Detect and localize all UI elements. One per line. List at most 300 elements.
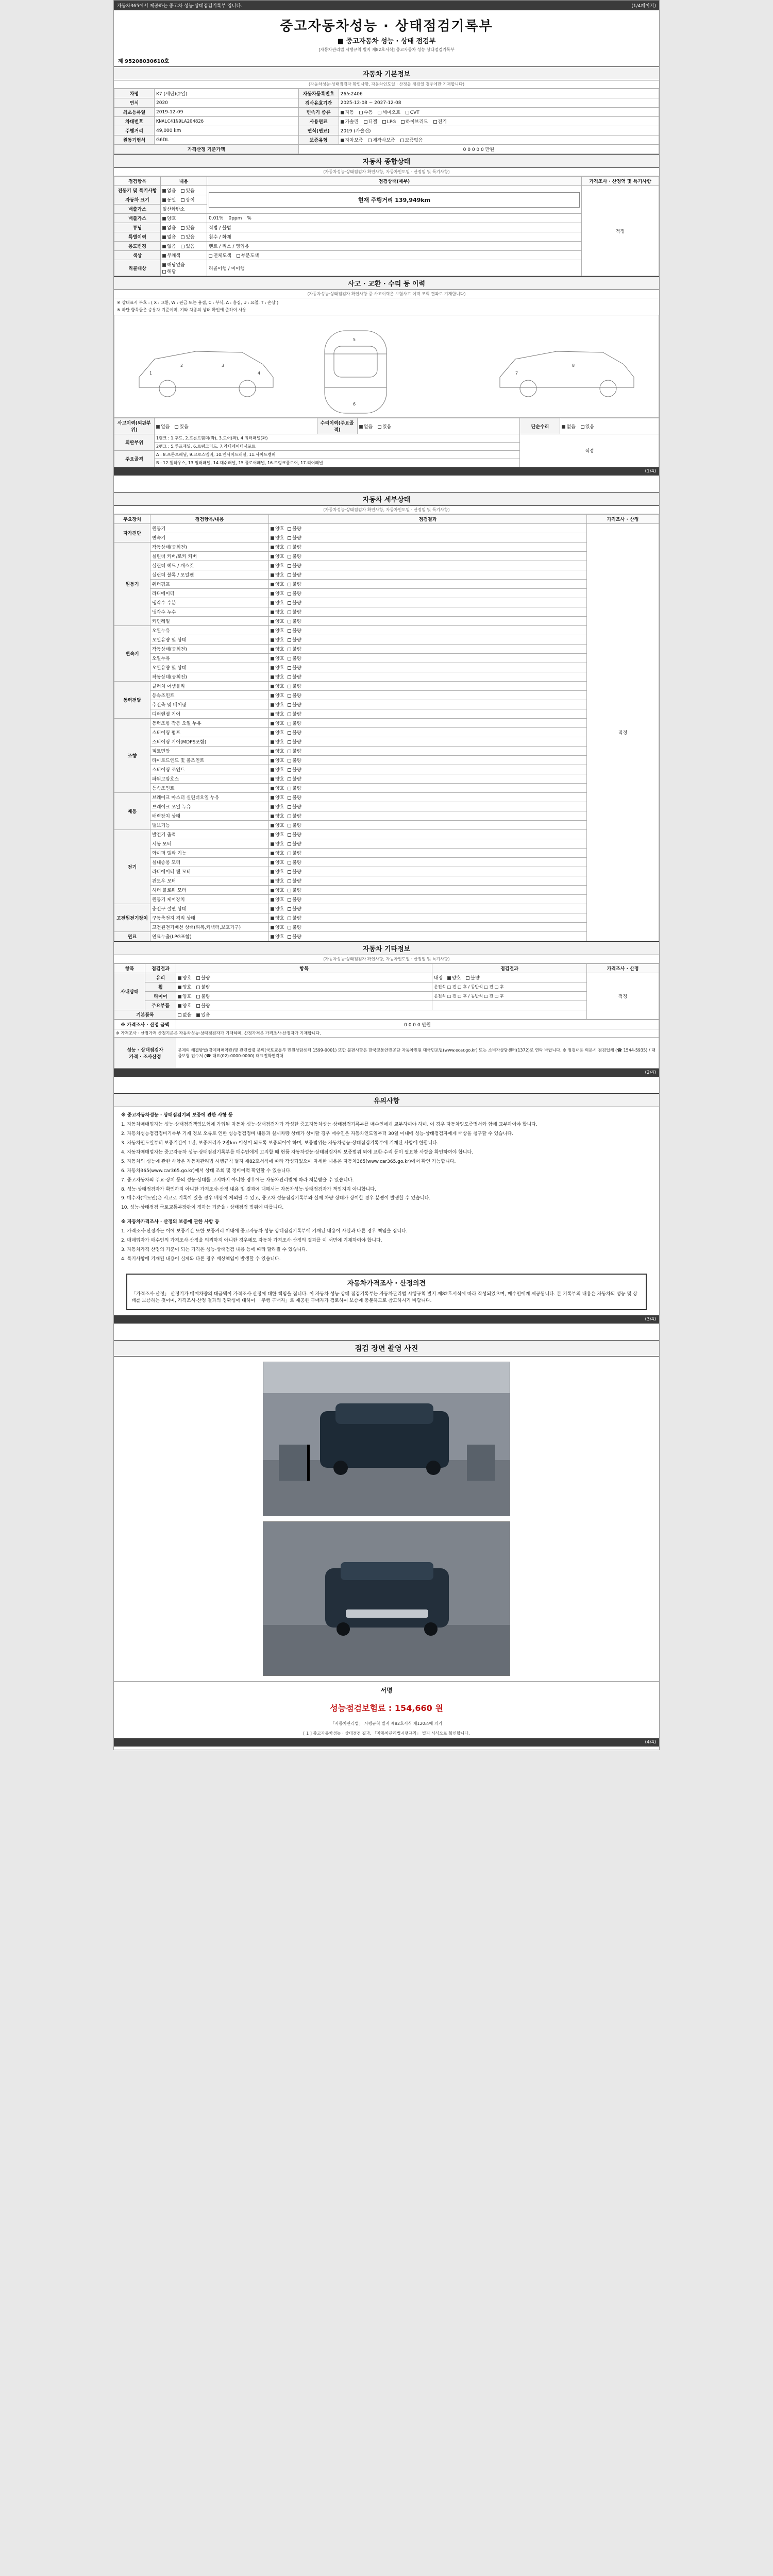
price-summary-table — [114, 1020, 659, 1069]
notice-sub-heading: ※ 자동차가격조사 · 산정의 보증에 관한 사항 등 — [121, 1219, 220, 1225]
row-options — [161, 251, 207, 260]
checkbox-none[interactable]: 없음 — [162, 187, 176, 194]
field-label: 차대번호 — [114, 117, 155, 126]
checkbox-bad[interactable]: 불량 — [288, 701, 301, 708]
notice-paragraph: 8. 성능·상태점검자가 확인하지 아니한 가격조사·산정 내용 및 결과에 대해서는 자동차성능·상태점검자가 책임지지 아니합니다. — [121, 1187, 376, 1192]
checkbox-fuel-gasoline[interactable]: 가솔린 — [341, 118, 359, 125]
checkbox-fuel-diesel[interactable]: 디젤 — [364, 118, 377, 125]
detail-item-label: 연료누출(LPG포함) — [150, 932, 269, 941]
svg-text:3: 3 — [222, 363, 225, 368]
checkbox-tuning-none[interactable]: 없음 — [162, 224, 176, 231]
field-value-baseprice: 0 0 0 0 0 만원 — [298, 145, 659, 154]
detail-item-result — [269, 747, 587, 756]
field-label: 자동차등록번호 — [298, 89, 339, 98]
col-header-etc-0: 항목 — [114, 964, 145, 973]
row-options — [155, 418, 317, 434]
detail-item-result — [269, 533, 587, 543]
detail-item-result — [269, 774, 587, 784]
checkbox-good[interactable]: 양호 — [271, 720, 284, 726]
checkbox-bad[interactable]: 불량 — [288, 757, 301, 764]
row-label: 배출가스 — [114, 214, 161, 223]
field-value: G6DL — [155, 135, 299, 145]
checkbox-bad[interactable]: 불량 — [288, 729, 301, 736]
field-label: 주행거리 — [114, 126, 155, 135]
table-row — [114, 626, 659, 635]
checkbox-bad[interactable]: 불량 — [288, 877, 301, 884]
etc-row-group-label: 사내상태 — [114, 973, 145, 1010]
checkbox-good[interactable]: 양호 — [271, 785, 284, 791]
detail-group-label: 조향 — [114, 719, 150, 793]
checkbox-wheel-bad[interactable]: 불량 — [196, 984, 210, 990]
detail-item-label: 구동축전지 격리 상태 — [150, 913, 269, 923]
checkbox-bad[interactable]: 불량 — [288, 812, 301, 819]
signer-labels — [114, 1038, 176, 1069]
checkbox-good[interactable]: 양호 — [271, 581, 284, 587]
row-label-2 — [432, 1001, 587, 1010]
accident-price-remark: 적정 — [520, 434, 659, 467]
checkbox-tire-good[interactable]: 양호 — [178, 993, 191, 999]
checkbox-bad[interactable]: 불량 — [288, 831, 301, 838]
checkbox-color-partial[interactable]: 부분도색 — [237, 252, 259, 259]
table-row — [114, 982, 659, 992]
svg-text:8: 8 — [572, 363, 575, 368]
checkbox-fuel-hybrid[interactable]: 하이브리드 — [401, 118, 428, 125]
checkbox-good[interactable]: 양호 — [271, 646, 284, 652]
checkbox-good[interactable]: 양호 — [271, 599, 284, 606]
checkbox-bad[interactable]: 불량 — [288, 571, 301, 578]
checkbox-good[interactable]: 양호 — [271, 618, 284, 624]
checkbox-bad[interactable]: 불량 — [288, 562, 301, 569]
checkbox-repair-none[interactable]: 없음 — [359, 423, 373, 430]
col-header-item: 점검항목 — [114, 177, 161, 186]
checkbox-good[interactable]: 양호 — [271, 905, 284, 912]
checkbox-bad[interactable]: 불량 — [288, 905, 301, 912]
svg-text:7: 7 — [515, 371, 518, 376]
checkbox-bad[interactable]: 불량 — [288, 608, 301, 615]
checkbox-glass-good[interactable]: 양호 — [178, 974, 191, 981]
checkbox-color-original[interactable]: 무채색 — [162, 252, 180, 259]
checkbox-bad[interactable]: 불량 — [288, 850, 301, 856]
row-label: 휠 — [145, 982, 176, 992]
checkbox-tire-bad[interactable]: 불량 — [196, 993, 210, 999]
checkbox-bad[interactable]: 불량 — [288, 868, 301, 875]
section-basic-note: (자동차성능·상태점검자 확인사항, 자동차인도일 · 산정을 점검일 경우에만 기재합니다) — [114, 80, 659, 89]
sheet-3 — [114, 1093, 659, 1327]
checkbox-warranty-self[interactable]: 자차보증 — [341, 137, 363, 143]
notice-paragraph: 5. 자동차의 성능에 관한 사항은 자동차관리법 시행규칙 별지 제82호서식에 따라 작성되었으며 자세한 내용은 자동차365(www.car365.go.kr)에서 확인 가능합니다. — [121, 1159, 456, 1164]
field-label: 연식 — [114, 98, 155, 108]
table-row — [114, 992, 659, 1001]
checkbox-yes[interactable]: 있음 — [181, 187, 194, 194]
checkbox-usage-yes[interactable]: 있음 — [181, 243, 194, 249]
checkbox-good[interactable]: 양호 — [271, 887, 284, 893]
inspection-photo-front — [263, 1362, 510, 1516]
sheet-1 — [114, 1, 659, 479]
checkbox-fuel-lpg[interactable]: LPG — [382, 120, 396, 125]
checkbox-bad[interactable]: 불량 — [288, 822, 301, 828]
notice-paragraph: 2. 자동차성능점검정비기록부 기재 정보 오류로 인한 성능점검정비 내용과 실제차량 상태가 상이할 경우 매수인은 자동차인도일부터 30일 이내에 성능·상태점검자에게 배상을 청구할 수 있습니다. — [121, 1131, 514, 1137]
table-row — [114, 747, 659, 756]
label-co: 일산화탄소 — [162, 207, 185, 212]
document-number: 제 95208030610호 — [118, 59, 170, 64]
checkbox-good[interactable]: 양호 — [271, 775, 284, 782]
section-overall-title: 자동차 종합상태 — [114, 154, 659, 168]
checkbox-transmission-manual[interactable]: 수동 — [359, 109, 373, 115]
detail-item-label: 오일누유 — [150, 654, 269, 663]
checkbox-color-full[interactable]: 전체도색 — [209, 252, 231, 259]
row-label: 리콜대상 — [114, 260, 161, 276]
checkbox-good[interactable]: 양호 — [271, 636, 284, 643]
detail-item-label: 윈도우 모터 — [150, 876, 269, 886]
detail-item-label: 타이로드엔드 및 볼조인트 — [150, 756, 269, 765]
checkbox-accident-none[interactable]: 없음 — [156, 423, 170, 430]
detail-item-result — [269, 821, 587, 830]
checkbox-bad[interactable]: 불량 — [288, 748, 301, 754]
checkbox-good[interactable]: 양호 — [271, 850, 284, 856]
checkbox-bad[interactable]: 불량 — [288, 525, 301, 532]
detail-item-label: 등속조인트 — [150, 784, 269, 793]
section-accident-note: (자동차성능·상태점검자 확인사항 중 사고이력은 보험사고 이력 조회 결과로 기재합니다) — [114, 290, 659, 298]
detail-item-result — [269, 904, 587, 913]
section-basic-title: 자동차 기본정보 — [114, 66, 659, 80]
checkbox-bad[interactable]: 불량 — [288, 766, 301, 773]
checkbox-bad[interactable]: 불량 — [288, 794, 301, 801]
table-row — [114, 756, 659, 765]
topbar — [114, 1, 659, 10]
row-label-frame: 주요골격 — [114, 451, 155, 467]
notice-sub-paragraph: 1. 가격조사·산정자는 이에 보증기간 또한 보증거리 이내에 중고자동차 성능·상태점검기록부에 기재된 내용이 사실과 다른 경우 책임을 집니다. — [121, 1229, 408, 1234]
field-value: K7 (세단)(2열) — [155, 89, 299, 98]
checkbox-glass-bad[interactable]: 불량 — [196, 974, 210, 981]
table-row — [114, 719, 659, 728]
inspection-photo-rear — [263, 1521, 510, 1676]
checkbox-good[interactable]: 양호 — [271, 840, 284, 847]
checkbox-bad[interactable]: 불량 — [288, 534, 301, 541]
checkbox-good[interactable]: 양호 — [271, 553, 284, 560]
checkbox-bad[interactable]: 불량 — [288, 785, 301, 791]
detail-item-label: 디퍼렌셜 기어 — [150, 709, 269, 719]
page-title: 중고자동차성능 · 상태점검기록부 — [280, 19, 493, 34]
checkbox-good[interactable]: 양호 — [271, 859, 284, 866]
detail-item-result — [269, 552, 587, 561]
checkbox-special-none[interactable]: 없음 — [162, 233, 176, 240]
checkbox-fuel-electric[interactable]: 전기 — [433, 118, 447, 125]
table-row — [114, 232, 659, 242]
checkbox-bad[interactable]: 불량 — [288, 859, 301, 866]
field-label: 변속기 종류 — [298, 108, 339, 117]
table-row — [114, 682, 659, 691]
checkbox-warranty-none[interactable]: 보증없음 — [400, 137, 423, 143]
checkbox-bad[interactable]: 불량 — [288, 646, 301, 652]
detail-item-result — [269, 895, 587, 904]
legend-rank-a: A : 8.프론트패널, 9.크로스멤버, 10.인사이드패널, 11.사이드멤버 — [155, 451, 520, 459]
table-row — [114, 709, 659, 719]
row-options — [176, 992, 432, 1001]
car-damage-diagram — [114, 315, 659, 418]
accident-history-table — [114, 418, 659, 467]
checkbox-good[interactable]: 양호 — [271, 655, 284, 662]
field-label: 원동기형식 — [114, 135, 155, 145]
detail-item-label: 브레이크 오일 누유 — [150, 802, 269, 811]
checkbox-good[interactable]: 양호 — [271, 831, 284, 838]
page-subtitle: ■ 중고자동차 성능 · 상태 점검부 — [337, 38, 436, 45]
table-row — [114, 932, 659, 941]
table-row — [114, 895, 659, 904]
table-row — [114, 524, 659, 533]
checkbox-accident-yes[interactable]: 있음 — [175, 423, 188, 430]
page-gap — [114, 1327, 659, 1340]
checkbox-bad[interactable]: 불량 — [288, 924, 301, 930]
detail-item-label: 냉각수 누수 — [150, 607, 269, 617]
topbar-left-text: 자동차365에서 제공하는 중고차 성능·상태점검기록부 입니다. — [117, 4, 243, 9]
checkbox-good[interactable]: 양호 — [271, 534, 284, 541]
detail-item-result — [269, 923, 587, 932]
detail-item-result — [269, 709, 587, 719]
detail-item-label: 작동상태(공회전) — [150, 543, 269, 552]
etc-price-remark: 적정 — [587, 973, 659, 1020]
checkbox-good[interactable]: 양호 — [271, 738, 284, 745]
checkbox-base-yes[interactable]: 있음 — [196, 1011, 210, 1018]
detail-group-label: 제동 — [114, 793, 150, 830]
checkbox-bad[interactable]: 불량 — [288, 887, 301, 893]
emission-values — [207, 214, 582, 223]
checkbox-bad[interactable]: 불량 — [288, 664, 301, 671]
detail-item-label: 스티어링 기어(MDPS포함) — [150, 737, 269, 747]
checkbox-bad[interactable]: 불량 — [288, 590, 301, 597]
row-options — [161, 214, 207, 223]
sheet-4 — [114, 1340, 659, 1750]
detail-item-label: 변속기 — [150, 533, 269, 543]
section-etc-note: (자동차성능·상태점검자 확인사항, 자동차인도일 · 산정일 및 특기사항) — [114, 955, 659, 963]
checkbox-good[interactable]: 양호 — [271, 822, 284, 828]
checkbox-simple-yes[interactable]: 있음 — [581, 423, 594, 430]
checkbox-bad[interactable]: 불량 — [288, 655, 301, 662]
checkbox-good[interactable]: 양호 — [271, 877, 284, 884]
checkbox-bad[interactable]: 불량 — [288, 599, 301, 606]
table-row — [114, 251, 659, 260]
row-label: 타이어 — [145, 992, 176, 1001]
notice-sub-paragraph: 2. 매매업자가 매수인의 가격조사·산정을 의뢰하지 아니한 경우에도 자동차 가격조사·산정의 결과를 이 서면에 기재하여야 합니다. — [121, 1238, 382, 1244]
checkbox-good[interactable]: 양호 — [271, 692, 284, 699]
checkbox-good[interactable]: 양호 — [271, 562, 284, 569]
table-row — [114, 904, 659, 913]
field-value: 2025-12-08 ~ 2027-12-08 — [339, 98, 659, 108]
table-row — [114, 858, 659, 867]
table-row — [114, 260, 659, 276]
legend-rank1: 1랭크 : 1.후드, 2.프론트휀더(좌), 3.도어(좌), 4.쿼터패널(좌) — [155, 434, 520, 443]
table-row — [114, 774, 659, 784]
checkbox-transmission-auto[interactable]: 자동 — [341, 109, 354, 115]
checkbox-special-yes[interactable]: 있음 — [181, 233, 194, 240]
checkbox-same[interactable]: 동일 — [162, 196, 176, 203]
row-label: 전동기 및 특기사항 — [114, 186, 161, 195]
row-state — [207, 251, 582, 260]
checkbox-good[interactable]: 양호 — [271, 794, 284, 801]
checkbox-recall-na[interactable]: 해당없음 — [162, 261, 185, 268]
checkbox-bad[interactable]: 불량 — [288, 840, 301, 847]
checkbox-bad[interactable]: 불량 — [288, 896, 301, 903]
detail-item-label: 커먼레일 — [150, 617, 269, 626]
table-row — [114, 876, 659, 886]
col-header-device: 주요장치 — [114, 515, 150, 524]
checkbox-good[interactable]: 양호 — [271, 812, 284, 819]
checkbox-good[interactable]: 양호 — [271, 525, 284, 532]
checkbox-bad[interactable]: 불량 — [288, 618, 301, 624]
checkbox-good[interactable]: 양호 — [271, 933, 284, 940]
table-row — [114, 434, 659, 443]
checkbox-bad[interactable]: 불량 — [288, 581, 301, 587]
checkbox-bad[interactable]: 불량 — [288, 553, 301, 560]
checkbox-interior-good[interactable]: 양호 — [447, 974, 461, 981]
checkbox-bad[interactable]: 불량 — [288, 627, 301, 634]
checkbox-bad[interactable]: 불량 — [288, 683, 301, 689]
price-summary-amount: 0 0 0 0 만원 — [176, 1020, 659, 1029]
svg-text:2: 2 — [180, 363, 183, 368]
detail-item-result — [269, 654, 587, 663]
checkbox-bad[interactable]: 불량 — [288, 692, 301, 699]
checkbox-bad[interactable]: 불량 — [288, 710, 301, 717]
document-page — [113, 0, 660, 1750]
checkbox-emission-ok[interactable]: 양호 — [162, 215, 176, 222]
checkbox-bad[interactable]: 불량 — [288, 673, 301, 680]
checkbox-bad[interactable]: 불량 — [288, 720, 301, 726]
checkbox-good[interactable]: 양호 — [271, 757, 284, 764]
emission-co: 0.01% — [209, 215, 224, 221]
row-options — [161, 232, 207, 242]
checkbox-good[interactable]: 양호 — [271, 627, 284, 634]
accident-note-2: ※ 하단 항목들은 승용차 기준이며, 기타 차종의 상태 확인에 준하여 사용 — [117, 308, 247, 312]
checkbox-good[interactable]: 양호 — [271, 924, 284, 930]
detail-item-result — [269, 849, 587, 858]
row-options — [357, 418, 520, 434]
checkbox-good[interactable]: 양호 — [271, 664, 284, 671]
table-row — [114, 533, 659, 543]
checkbox-parts-bad[interactable]: 불량 — [196, 1002, 210, 1009]
row-options — [161, 260, 207, 276]
table-row — [114, 635, 659, 645]
checkbox-interior-bad[interactable]: 불량 — [466, 974, 479, 981]
page-footer-1: (1/4) — [114, 467, 659, 476]
checkbox-bad[interactable]: 불량 — [288, 775, 301, 782]
detail-item-result — [269, 580, 587, 589]
table-row — [114, 700, 659, 709]
field-label: 보증유형 — [298, 135, 339, 145]
detail-item-label: 시동 모터 — [150, 839, 269, 849]
detail-item-label: 라디에이터 팬 모터 — [150, 867, 269, 876]
checkbox-good[interactable]: 양호 — [271, 766, 284, 773]
detail-item-result — [269, 867, 587, 876]
checkbox-good[interactable]: 양호 — [271, 683, 284, 689]
etc-info-table — [114, 963, 659, 1020]
detail-group-label: 동력전달 — [114, 682, 150, 719]
row-options — [560, 418, 659, 434]
field-value-vin: KNALC41N9LA204826 — [155, 117, 299, 126]
detail-item-result — [269, 561, 587, 570]
checkbox-warranty-maker[interactable]: 제작사보증 — [368, 137, 395, 143]
checkbox-wheel-good[interactable]: 양호 — [178, 984, 191, 990]
checkbox-good[interactable]: 양호 — [271, 914, 284, 921]
row-label: 유리 — [145, 973, 176, 982]
checkbox-good[interactable]: 양호 — [271, 748, 284, 754]
insurance-fee-row — [114, 1699, 659, 1719]
table-row — [114, 923, 659, 932]
checkbox-good[interactable]: 양호 — [271, 673, 284, 680]
table-row — [114, 214, 659, 223]
checkbox-bad[interactable]: 불량 — [288, 933, 301, 940]
checkbox-recall-yes[interactable]: 해당 — [162, 268, 176, 275]
detail-item-result — [269, 802, 587, 811]
checkbox-good[interactable]: 양호 — [271, 590, 284, 597]
detail-item-result — [269, 663, 587, 672]
table-row — [114, 645, 659, 654]
insurance-fee-label: 성능점검보험료 : — [330, 1703, 392, 1713]
price-summary-note: ※ 가격조사 · 산정가격 산정기준은 자동차성능·상태점검자가 기재하며, 산정가격은 가격조사·산정자가 기재합니다. — [114, 1029, 659, 1038]
detail-item-label: 밸브기능 — [150, 821, 269, 830]
table-row — [114, 186, 659, 195]
checkbox-bad[interactable]: 불량 — [288, 914, 301, 921]
mileage-value: 현재 주행거리 139,949km — [209, 192, 580, 208]
checkbox-good[interactable]: 양호 — [271, 803, 284, 810]
table-row — [114, 561, 659, 570]
checkbox-base-none[interactable]: 없음 — [178, 1011, 191, 1018]
checkbox-parts-good[interactable]: 양호 — [178, 1002, 191, 1009]
checkbox-good[interactable]: 양호 — [271, 608, 284, 615]
checkbox-good[interactable]: 양호 — [271, 896, 284, 903]
field-label: 사용연료 — [298, 117, 339, 126]
notice-sub-paragraph: 4. 특기사항에 기재된 내용이 실제와 다른 경우 배상책임이 발생할 수 있습니다. — [121, 1257, 281, 1262]
checkbox-tuning-yes[interactable]: 있음 — [181, 224, 194, 231]
detail-item-result — [269, 756, 587, 765]
checkbox-good[interactable]: 양호 — [271, 868, 284, 875]
checkbox-good[interactable]: 양호 — [271, 710, 284, 717]
field-value: 2019-12-09 — [155, 108, 299, 117]
checkbox-bad[interactable]: 불량 — [288, 738, 301, 745]
detail-item-result — [269, 672, 587, 682]
checkbox-good[interactable]: 양호 — [271, 544, 284, 550]
field-value — [339, 135, 659, 145]
row-label: 주요부품 — [145, 1001, 176, 1010]
checkbox-bad[interactable]: 불량 — [288, 544, 301, 550]
photo-footer-1: 「자동차관리법」 시행규칙 별지 제82호서식 제120조에 의거 — [330, 1721, 443, 1726]
detail-item-result — [269, 589, 587, 598]
checkbox-repair-yes[interactable]: 있음 — [378, 423, 391, 430]
table-row — [114, 543, 659, 552]
detail-group-label: 변속기 — [114, 626, 150, 682]
checkbox-usage-none[interactable]: 없음 — [162, 243, 176, 249]
table-row — [114, 672, 659, 682]
checkbox-good[interactable]: 양호 — [271, 701, 284, 708]
checkbox-simple-none[interactable]: 없음 — [562, 423, 575, 430]
checkbox-good[interactable]: 양호 — [271, 729, 284, 736]
table-row — [114, 821, 659, 830]
checkbox-bad[interactable]: 불량 — [288, 803, 301, 810]
checkbox-transmission-cvt[interactable]: CVT — [406, 110, 419, 115]
row-label-simple: 단순수리 — [520, 418, 560, 434]
table-row — [114, 802, 659, 811]
overall-state-table — [114, 176, 659, 276]
checkbox-bad[interactable]: 불량 — [288, 636, 301, 643]
price-summary-footer: 문제의 해결방법(강제매매약관)및 관련법령 문의(국토교통부 민원상담센터 1599-0001) 또한 불편사항은 한국교통안전공단 자동차민원 대국민포털(www.ecar.go.kr) 또는 소비자상담센터(1372)로 연락 바랍니다. ※ 점검내용 의문시 점검업체 (☎ 1544-5935) / 대물보험 접수처 (☎ 대표(02)-0000-0000) 대표전화연락처 — [176, 1038, 659, 1069]
section-accident-title: 사고 · 교환 · 수리 등 이력 — [114, 276, 659, 290]
checkbox-diff[interactable]: 상이 — [181, 196, 194, 203]
notice-sub-paragraph: 3. 자동차가격 산정의 기준이 되는 가격은 성능·상태점검 내용 등에 따라 달라질 수 있습니다. — [121, 1247, 308, 1253]
checkbox-transmission-semi[interactable]: 세미오토 — [378, 109, 400, 115]
detail-item-result — [269, 876, 587, 886]
checkbox-good[interactable]: 양호 — [271, 571, 284, 578]
detail-item-label: 작동상태(공회전) — [150, 645, 269, 654]
table-row — [114, 973, 659, 982]
table-header-row — [114, 964, 659, 973]
